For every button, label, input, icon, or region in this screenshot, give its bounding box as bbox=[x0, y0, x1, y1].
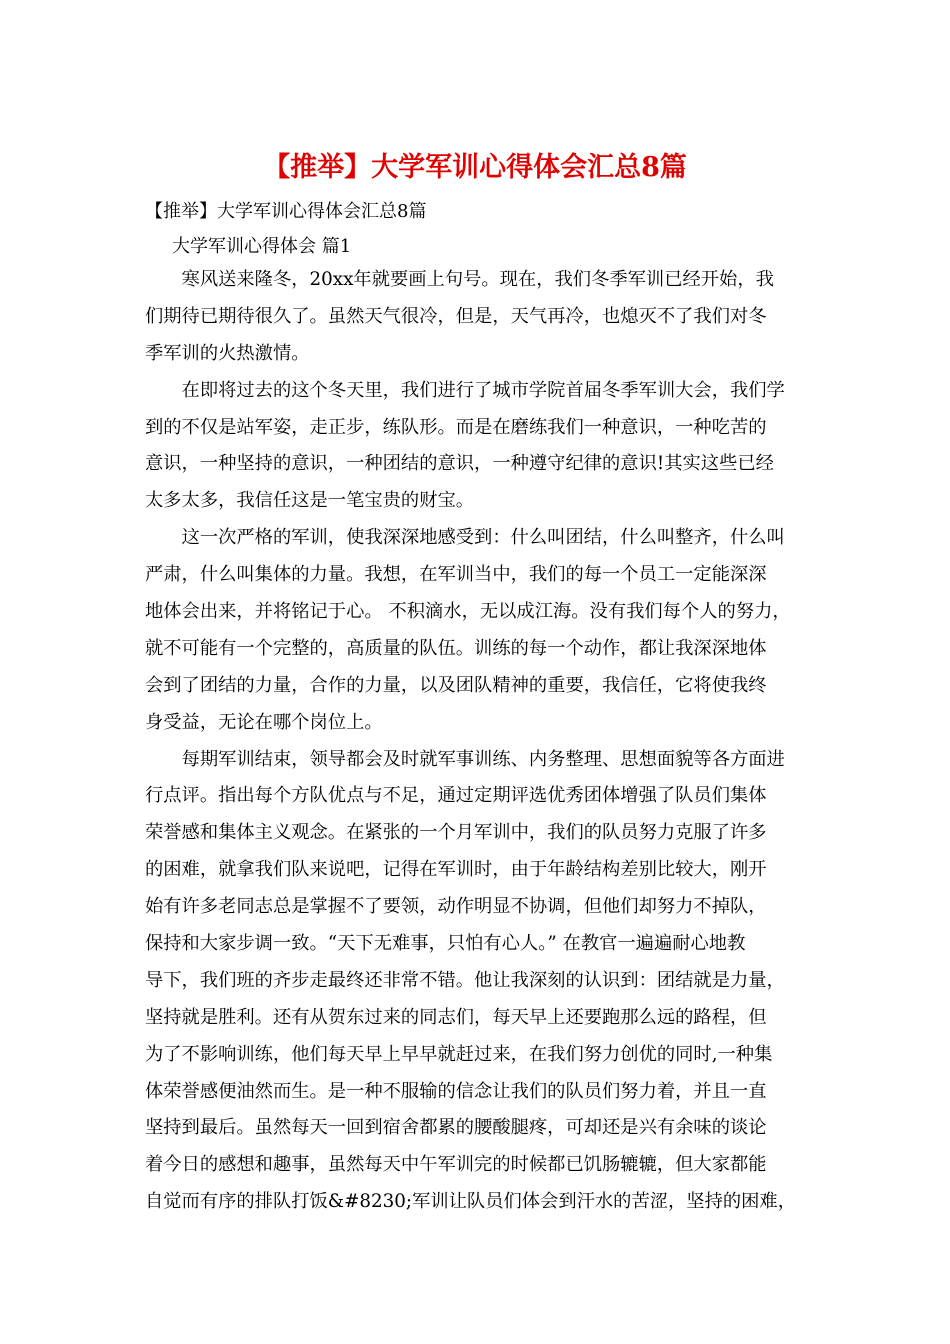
text-line: 意识，一种坚持的意识，一种团结的意识，一种遵守纪律的意识!其实这些已经 bbox=[145, 453, 774, 475]
text-line: 坚持到最后。虽然每天一回到宿舍都累的腰酸腿疼，可却还是兴有余味的谈论 bbox=[145, 1117, 767, 1139]
text-line: 坚持就是胜利。还有从贺东过来的同志们，每天早上还要跑那么远的路程，但 bbox=[145, 1006, 767, 1028]
text-line: 就不可能有一个完整的，高质量的队伍。训练的每一个动作，都让我深深地体 bbox=[145, 637, 767, 659]
text-line: 导下，我们班的齐步走最终还非常不错。他让我深刻的认识到：团结就是力量， bbox=[145, 969, 785, 991]
paragraph-3 bbox=[145, 520, 810, 741]
paragraph-4 bbox=[145, 742, 810, 1222]
text-line: 的困难，就拿我们队来说吧，记得在军训时，由于年龄结构差别比较大，刚开 bbox=[145, 859, 767, 881]
text-line: 身受益，无论在哪个岗位上。 bbox=[145, 711, 383, 733]
text-line: 每期军训结束，领导都会及时就军事训练、内务整理、思想面貌等各方面进 bbox=[145, 748, 785, 770]
text-line: 保持和大家步调一致。“天下无难事，只怕有心人。” 在教官一遍遍耐心地教 bbox=[145, 933, 746, 955]
text-line: 严肃，什么叫集体的力量。我想，在军训当中，我们的每一个员工一定能深深 bbox=[145, 564, 767, 586]
text-line: 自觉而有序的排队打饭&#8230;军训让队员们体会到汗水的苦涩，坚持的困难， bbox=[145, 1191, 796, 1213]
document-body bbox=[145, 262, 810, 1221]
paragraph-1 bbox=[145, 262, 810, 373]
text-line: 们期待已期待很久了。虽然天气很冷，但是，天气再冷，也熄灭不了我们对冬 bbox=[145, 305, 767, 327]
document-title: 【推举】大学军训心得体会汇总8篇 bbox=[263, 152, 687, 183]
section-heading: 大学军训心得体会 篇1 bbox=[172, 236, 352, 257]
paragraph-2 bbox=[145, 373, 810, 521]
text-line: 体荣誉感便油然而生。是一种不服输的信念让我们的队员们努力着，并且一直 bbox=[145, 1080, 767, 1102]
text-line: 寒风送来隆冬，20xx年就要画上句号。现在，我们冬季军训已经开始，我 bbox=[145, 269, 774, 290]
text-line: 太多太多，我信任这是一笔宝贵的财宝。 bbox=[145, 490, 475, 512]
text-line: 着今日的感想和趣事，虽然每天中午军训完的时候都已饥肠辘辘，但大家都能 bbox=[145, 1154, 767, 1176]
text-line: 为了不影响训练，他们每天早上早早就赶过来，在我们努力创优的同时,一种集 bbox=[145, 1043, 773, 1065]
text-line: 到的不仅是站军姿，走正步，练队形。而是在磨练我们一种意识，一种吃苦的 bbox=[145, 416, 767, 438]
text-line: 季军训的火热激情。 bbox=[145, 342, 310, 364]
text-line: 这一次严格的军训，使我深深地感受到：什么叫团结，什么叫整齐，什么叫 bbox=[145, 527, 785, 549]
document-subtitle: 【推举】大学军训心得体会汇总8篇 bbox=[145, 201, 427, 222]
text-line: 在即将过去的这个冬天里，我们进行了城市学院首届冬季军训大会，我们学 bbox=[145, 379, 785, 401]
text-line: 荣誉感和集体主义观念。在紧张的一个月军训中，我们的队员努力克服了许多 bbox=[145, 822, 767, 844]
text-line: 会到了团结的力量，合作的力量，以及团队精神的重要，我信任，它将使我终 bbox=[145, 674, 767, 696]
text-line: 地体会出来，并将铭记于心。 不积滴水，无以成江海。没有我们每个人的努力， bbox=[145, 601, 791, 623]
text-line: 行点评。指出每个方队优点与不足，通过定期评选优秀团体增强了队员们集体 bbox=[145, 785, 767, 807]
text-line: 始有许多老同志总是掌握不了要领，动作明显不协调，但他们却努力不掉队， bbox=[145, 896, 767, 918]
